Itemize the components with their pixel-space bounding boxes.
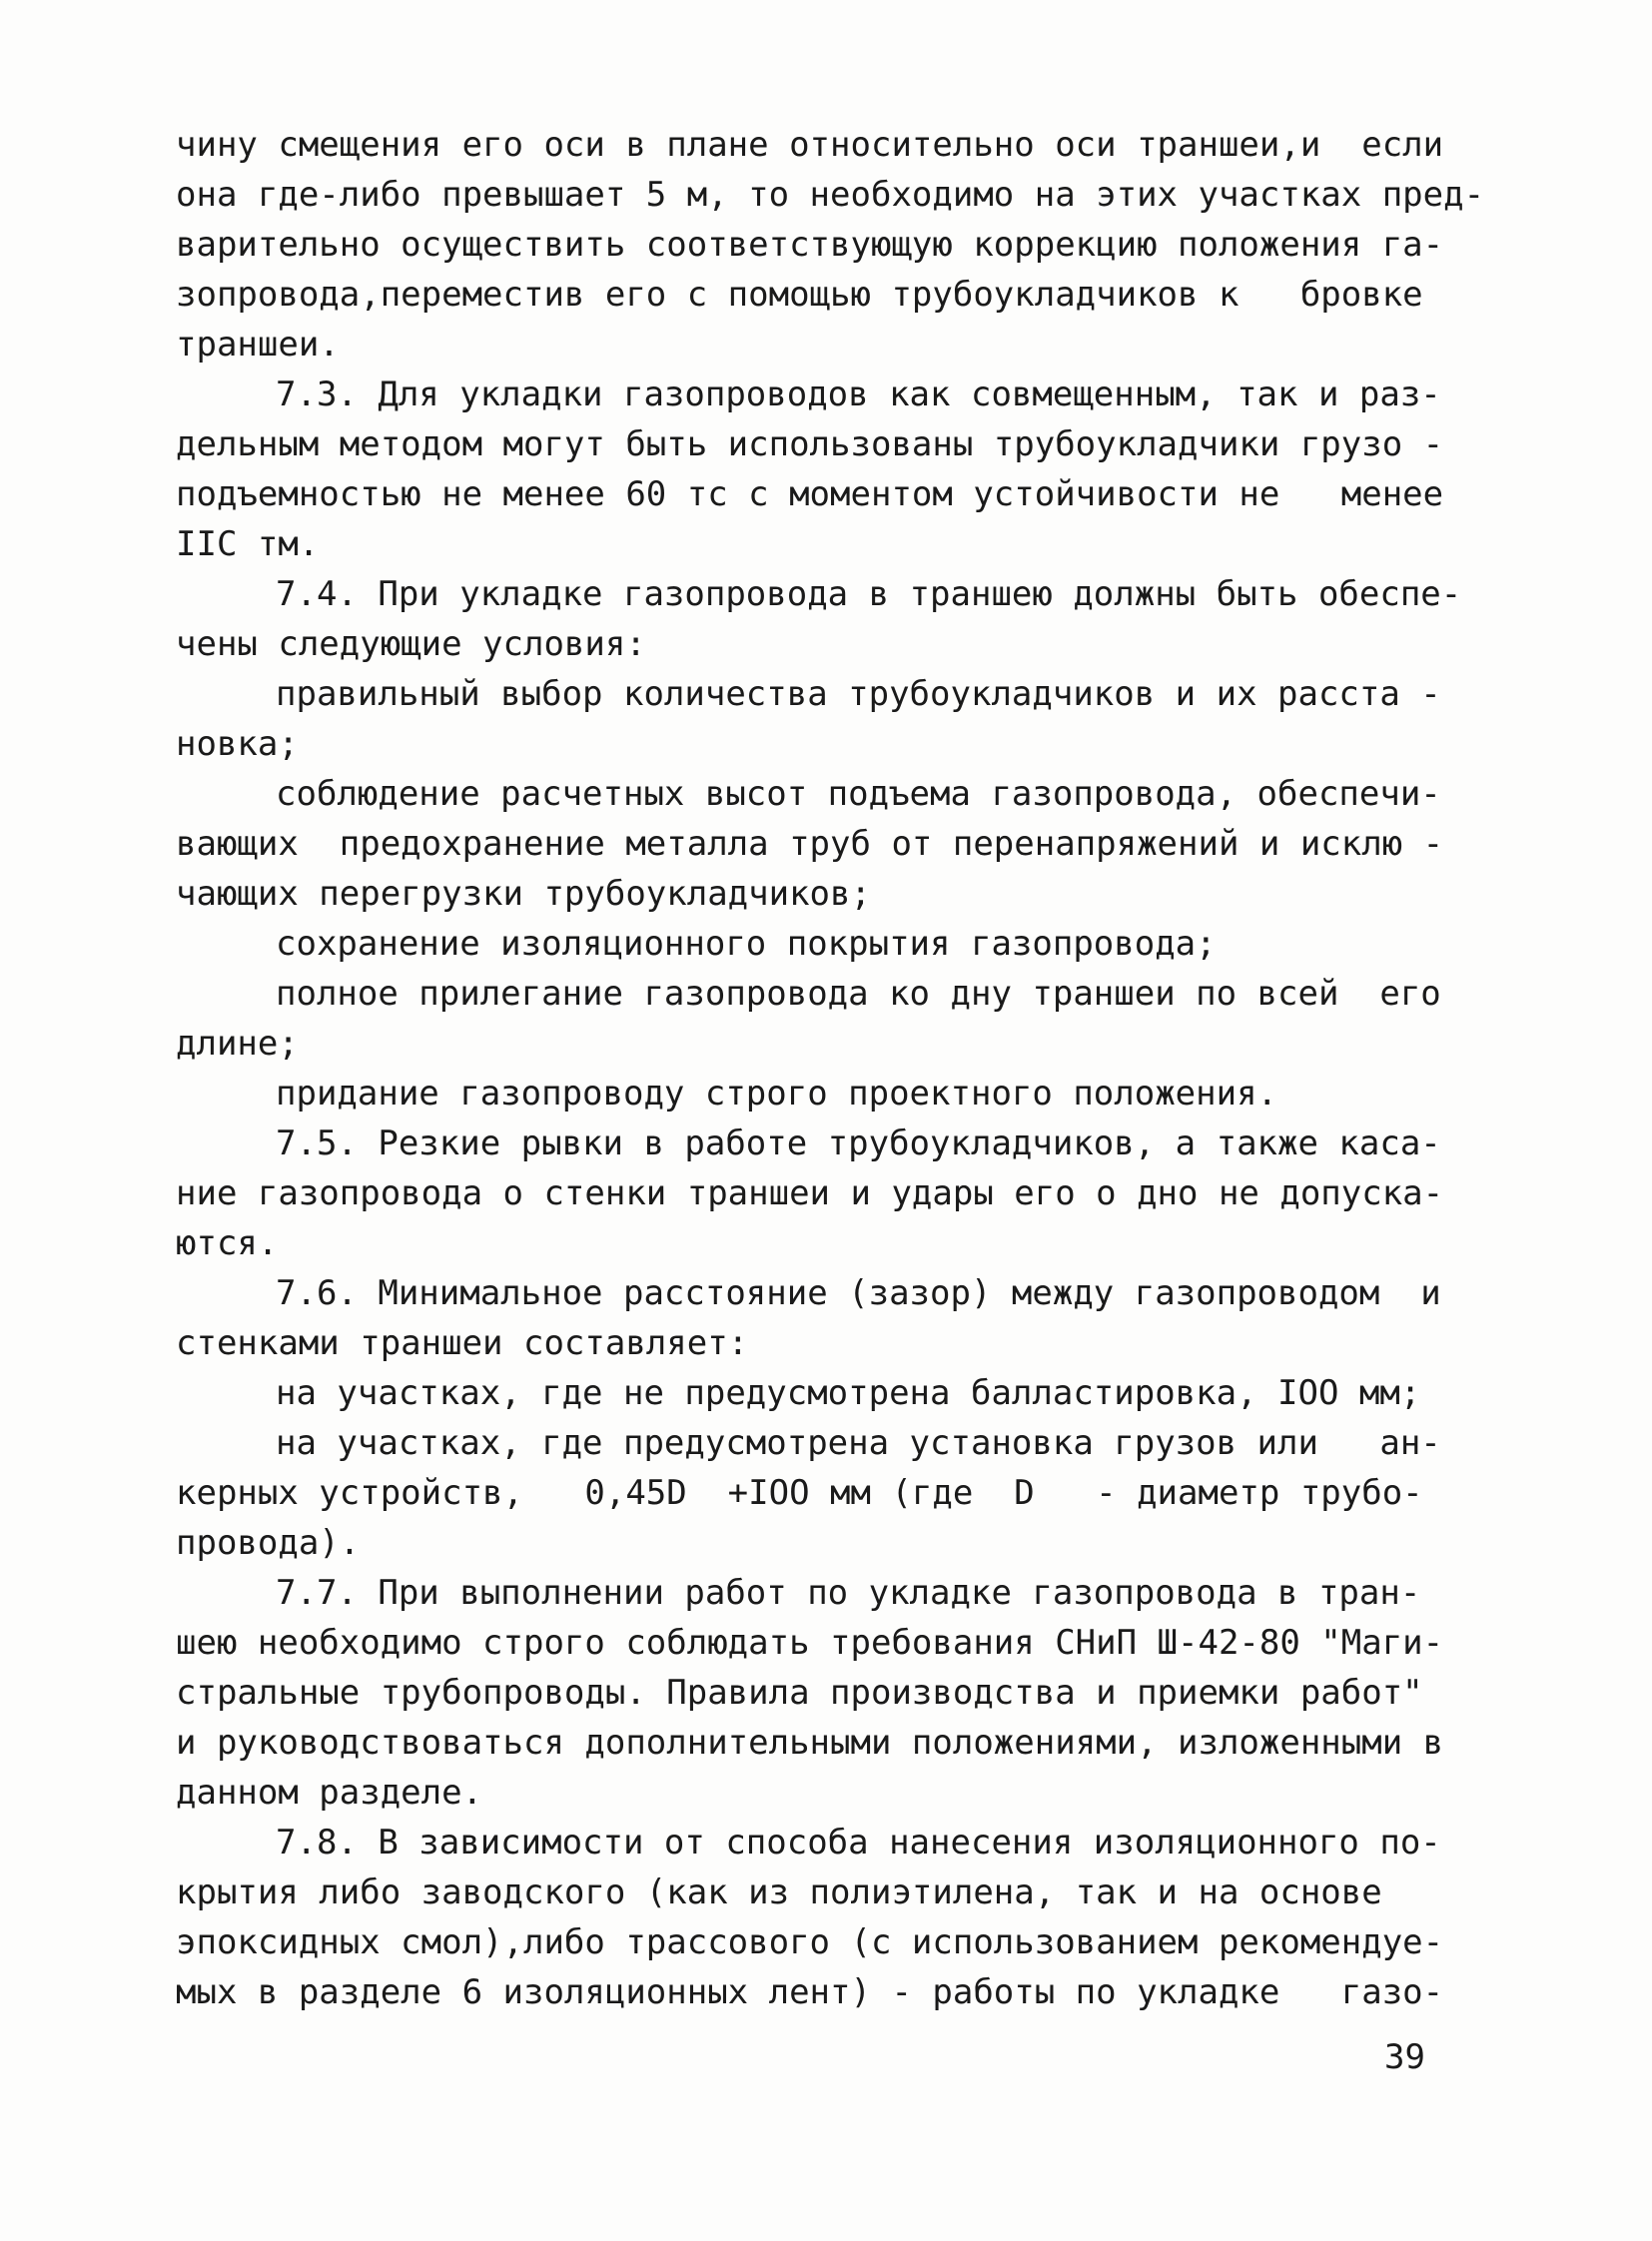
text-line: керных устройств, 0,45D +IOO мм (где D - диаметр трубо-: [176, 1473, 1423, 1513]
section-7-7-heading-line: 7.7. При выполнении работ по укладке газопровода в тран-: [276, 1573, 1421, 1613]
section-7-5-heading-line: 7.5. Резкие рывки в работе трубоукладчиков, а также каса-: [276, 1123, 1441, 1163]
text-line: зопровода,переместив его с помощью трубоукладчиков к бровке: [176, 275, 1423, 315]
text-line: варительно осуществить соответствующую коррекцию положения га-: [176, 225, 1444, 265]
list-item-line: на участках, где предусмотрена установка грузов или ан-: [276, 1423, 1441, 1463]
list-item-line: придание газопроводу строго проектного положения.: [276, 1074, 1278, 1114]
text-line: длине;: [176, 1024, 299, 1064]
list-item-line: правильный выбор количества трубоукладчиков и их расста -: [276, 674, 1441, 714]
text-line: IIC тм.: [176, 524, 320, 564]
text-line: эпоксидных смол),либо трассового (с использованием рекомендуе-: [176, 1922, 1444, 1962]
list-item-line: сохранение изоляционного покрытия газопровода;: [276, 924, 1217, 964]
text-line: она где-либо превышает 5 м, то необходимо на этих участках пред-: [176, 175, 1485, 215]
text-line: вающих предохранение металла труб от перенапряжений и исклю -: [176, 824, 1444, 864]
section-7-4-heading-line: 7.4. При укладке газопровода в траншею должны быть обеспе-: [276, 574, 1462, 614]
text-line: стральные трубопроводы. Правила производства и приемки работ": [176, 1673, 1423, 1713]
text-line: чающих перегрузки трубоукладчиков;: [176, 874, 871, 914]
section-7-8-heading-line: 7.8. В зависимости от способа нанесения изоляционного по-: [276, 1823, 1441, 1863]
page-number: 39: [1384, 2037, 1425, 2077]
text-line: новка;: [176, 724, 299, 764]
list-item-line: на участках, где не предусмотрена балластировка, IOO мм;: [276, 1373, 1421, 1413]
list-item-line: соблюдение расчетных высот подъема газопровода, обеспечи-: [276, 774, 1441, 814]
section-7-6-heading-line: 7.6. Минимальное расстояние (зазор) между газопроводом и: [276, 1273, 1441, 1313]
text-line: чены следующие условия:: [176, 624, 646, 664]
text-line: мых в разделе 6 изоляционных лент) - работы по укладке газо-: [176, 1972, 1444, 2012]
text-line: провода).: [176, 1523, 361, 1563]
text-line: ются.: [176, 1223, 279, 1263]
text-line: траншеи.: [176, 325, 340, 365]
list-item-line: полное прилегание газопровода ко дну траншеи по всей его: [276, 974, 1441, 1014]
section-7-3-heading-line: 7.3. Для укладки газопроводов как совмещенным, так и раз-: [276, 374, 1441, 414]
text-line: подъемностью не менее 60 тс с моментом устойчивости не менее: [176, 474, 1444, 514]
text-line: крытия либо заводского (как из полиэтилена, так и на основе: [176, 1872, 1382, 1912]
text-line: стенками траншеи составляет:: [176, 1323, 749, 1363]
text-line: и руководствоваться дополнительными положениями, изложенными в: [176, 1723, 1444, 1763]
text-line: чину смещения его оси в плане относительно оси траншеи,и если: [176, 125, 1444, 165]
text-line: ние газопровода о стенки траншеи и удары его о дно не допуска-: [176, 1173, 1444, 1213]
text-line: дельным методом могут быть использованы трубоукладчики грузо -: [176, 424, 1444, 464]
text-line: данном разделе.: [176, 1773, 483, 1813]
document-body: [176, 120, 1485, 2017]
text-line: шею необходимо строго соблюдать требования СНиП Ш-42-80 "Маги-: [176, 1623, 1444, 1663]
